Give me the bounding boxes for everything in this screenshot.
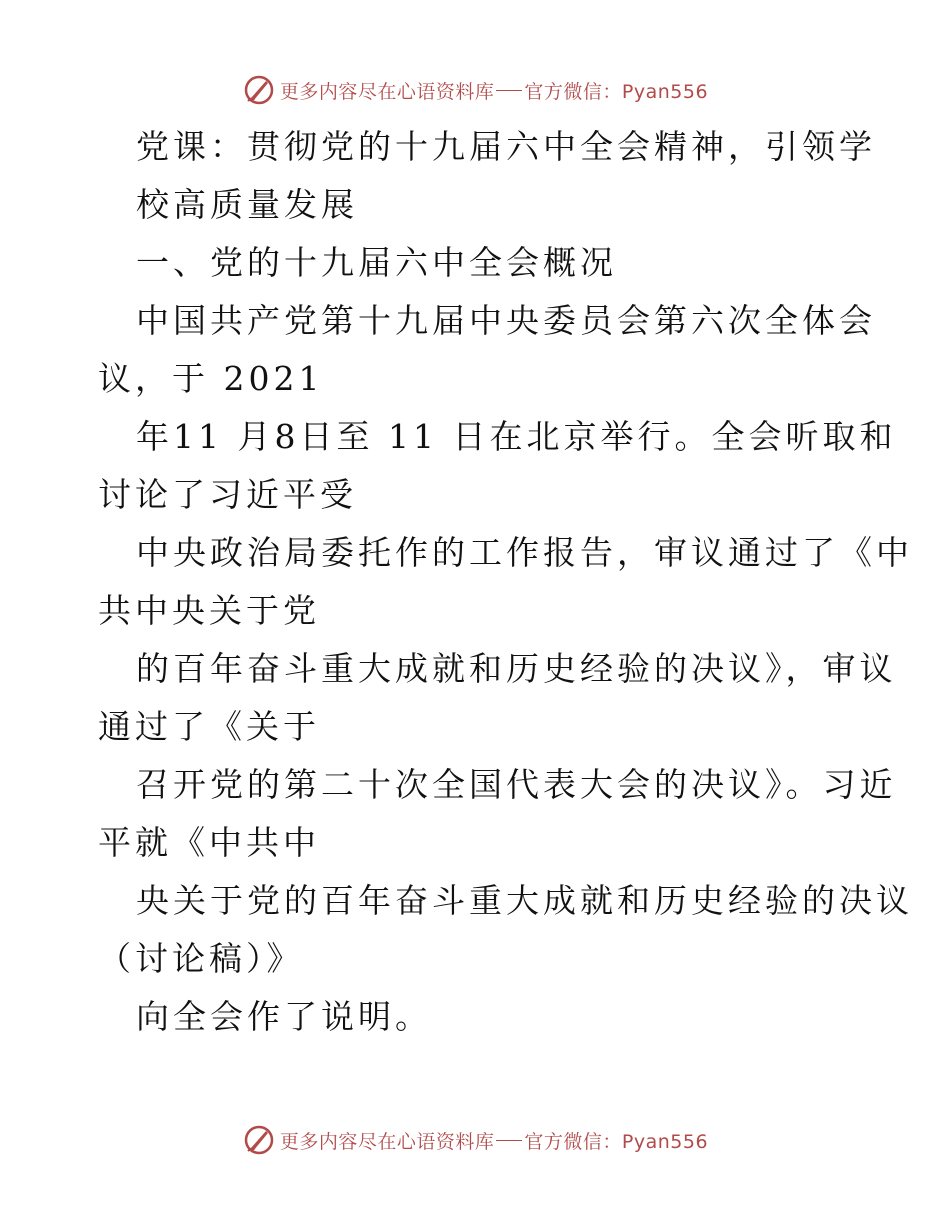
paragraph-line: 中央政治局委托作的工作报告，审议通过了《中 xyxy=(136,533,913,572)
document-title-line-1: 党课：贯彻党的十九届六中全会精神，引领学 xyxy=(136,127,876,166)
banner-wechat-text: 官方微信：Pyan556 xyxy=(524,80,709,103)
document-title-line-2: 校高质量发展 xyxy=(136,185,358,224)
banner-wechat-text: 官方微信：Pyan556 xyxy=(524,1130,709,1153)
paragraph-line: 央关于党的百年奋斗重大成就和历史经验的决议 xyxy=(136,881,913,920)
paragraph-line: 通过了《关于 xyxy=(98,707,320,746)
document-body xyxy=(98,118,913,1046)
banner-library-text: 更多内容尽在心语资料库 xyxy=(279,80,495,103)
paragraph-line: 共中央关于党 xyxy=(98,591,320,630)
paragraph-line: 议，于 2021 xyxy=(98,359,324,398)
header-watermark-banner xyxy=(0,70,950,110)
paragraph-line: 平就《中共中 xyxy=(98,823,320,862)
banner-library-text: 更多内容尽在心语资料库 xyxy=(279,1130,495,1153)
paragraph-line: 讨论了习近平受 xyxy=(98,475,357,514)
section-heading: 一、党的十九届六中全会概况 xyxy=(136,243,617,282)
paragraph-line: 向全会作了说明。 xyxy=(136,997,432,1036)
paragraph-line: 的百年奋斗重大成就和历史经验的决议》，审议 xyxy=(136,649,897,688)
banner-separator xyxy=(496,90,522,91)
paragraph-line: 年11 月8日至 11 日在北京举行。全会听取和 xyxy=(136,417,897,456)
paragraph-line: （讨论稿）》 xyxy=(98,939,304,978)
paragraph-line: 召开党的第二十次全国代表大会的决议》。习近 xyxy=(136,765,897,804)
paragraph-line: 中国共产党第十九届中央委员会第六次全体会 xyxy=(136,301,876,340)
footer-watermark-banner xyxy=(0,1120,950,1160)
quill-logo-icon xyxy=(242,73,276,107)
quill-logo-icon xyxy=(242,1123,276,1157)
banner-separator xyxy=(496,1140,522,1141)
